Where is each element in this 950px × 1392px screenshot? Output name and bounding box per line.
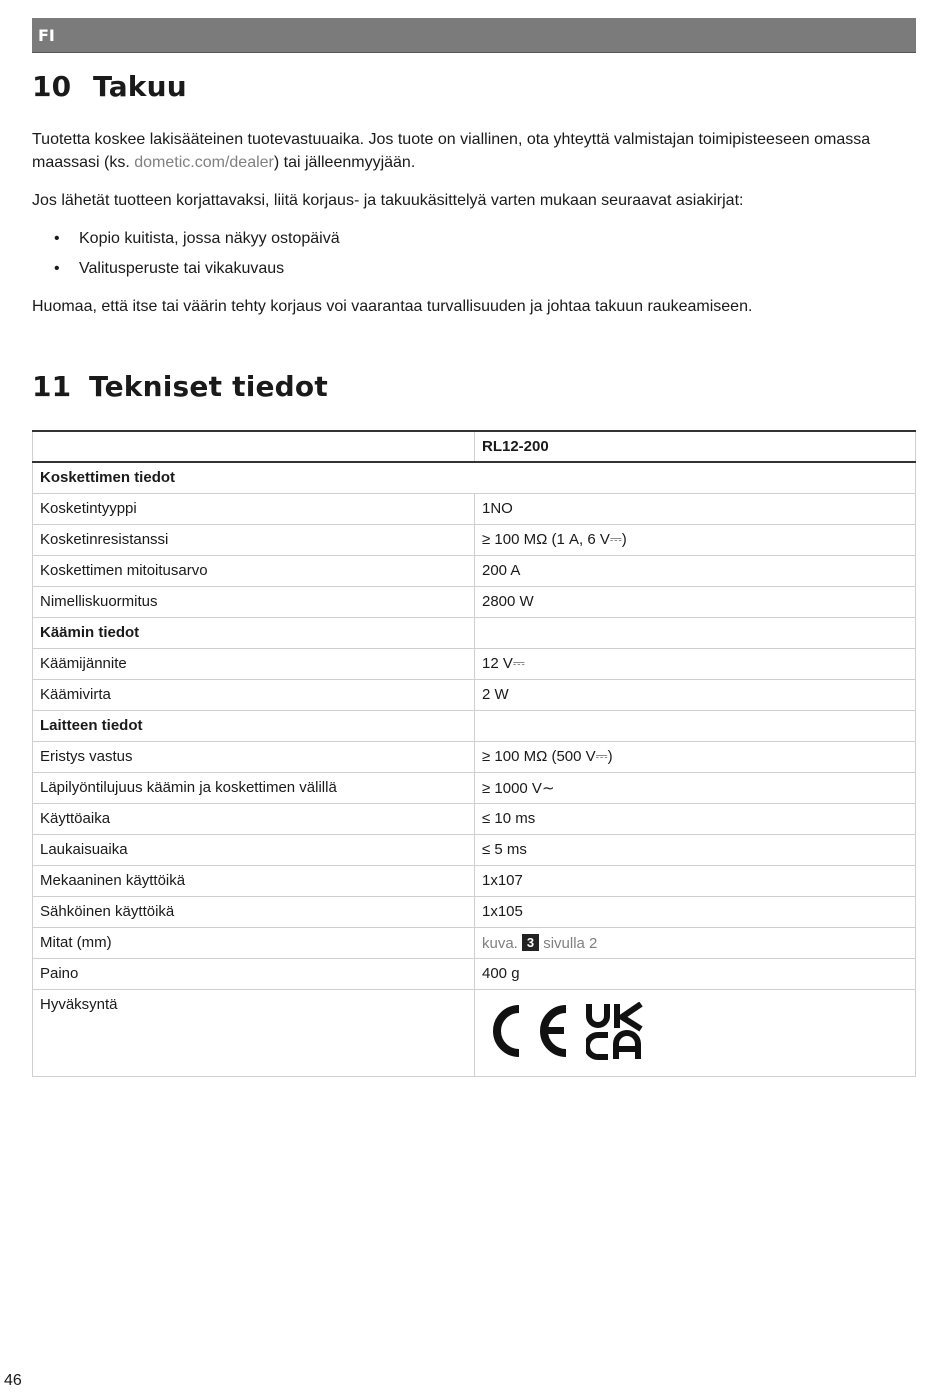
language-code: FI bbox=[38, 26, 55, 45]
table-row bbox=[33, 865, 916, 896]
section-heading-warranty bbox=[32, 70, 187, 103]
row-label: Sähköinen käyttöikä bbox=[33, 896, 475, 927]
table-row bbox=[33, 834, 916, 865]
row-value: 400 g bbox=[475, 958, 916, 989]
row-value: ≥ 100 MΩ (500 V⎓) bbox=[475, 741, 916, 772]
table-row bbox=[33, 958, 916, 989]
row-label: Kosketinresistanssi bbox=[33, 524, 475, 555]
table-header-model: RL12-200 bbox=[475, 431, 916, 462]
row-label: Hyväksyntä bbox=[33, 989, 475, 1076]
row-label: Käämivirta bbox=[33, 679, 475, 710]
table-row bbox=[33, 679, 916, 710]
row-value: 2800 W bbox=[475, 586, 916, 617]
row-value bbox=[475, 617, 916, 648]
row-value: 1NO bbox=[475, 493, 916, 524]
row-value: 200 A bbox=[475, 555, 916, 586]
row-label: Paino bbox=[33, 958, 475, 989]
section-title: Takuu bbox=[93, 70, 187, 103]
row-label: Käämijännite bbox=[33, 648, 475, 679]
row-label: Mitat (mm) bbox=[33, 927, 475, 958]
warranty-paragraph-1 bbox=[32, 128, 916, 174]
row-value: ≤ 5 ms bbox=[475, 834, 916, 865]
row-value: 12 V⎓ bbox=[475, 648, 916, 679]
row-label: Läpilyöntilujuus käämin ja koskettimen välillä bbox=[33, 772, 475, 803]
documents-list bbox=[32, 227, 916, 287]
section-label: Laitteen tiedot bbox=[33, 710, 475, 741]
row-value bbox=[475, 927, 916, 958]
dealer-link[interactable]: dometic.com/dealer bbox=[134, 154, 274, 171]
warranty-text-end: ) tai jälleenmyyjään. bbox=[273, 154, 416, 171]
row-value: ≤ 10 ms bbox=[475, 803, 916, 834]
table-row bbox=[33, 989, 916, 1076]
section-heading-tech bbox=[32, 370, 328, 403]
table-row bbox=[33, 896, 916, 927]
table-row bbox=[33, 927, 916, 958]
row-value: ≥ 100 MΩ (1 A, 6 V⎓) bbox=[475, 524, 916, 555]
figure-number-badge: 3 bbox=[522, 934, 539, 951]
row-value: 1x105 bbox=[475, 896, 916, 927]
row-label: Kosketintyyppi bbox=[33, 493, 475, 524]
row-value: 2 W bbox=[475, 679, 916, 710]
row-label: Eristys vastus bbox=[33, 741, 475, 772]
row-value: ≥ 1000 V∼ bbox=[475, 772, 916, 803]
table-row bbox=[33, 493, 916, 524]
table-row bbox=[33, 524, 916, 555]
section-label: Koskettimen tiedot bbox=[33, 462, 916, 493]
row-label: Mekaaninen käyttöikä bbox=[33, 865, 475, 896]
warranty-paragraph-2: Jos lähetät tuotteen korjattavaksi, liitä korjaus- ja takuukäsittelyä varten mukaan seuraavat asiakirjat: bbox=[32, 192, 744, 209]
figure-ref-page[interactable]: sivulla 2 bbox=[543, 934, 598, 952]
row-label: Laukaisuaika bbox=[33, 834, 475, 865]
warranty-text: Tuotetta koskee lakisääteinen tuotevastuuaika. Jos tuote on viallinen, ota yhteyttä valmistajan toimipisteeseen omassa maassasi (ks. bbox=[32, 131, 871, 171]
table-row bbox=[33, 772, 916, 803]
section-number: 10 bbox=[32, 70, 72, 103]
table-section-row bbox=[33, 617, 916, 648]
table-row bbox=[33, 586, 916, 617]
figure-ref-text[interactable]: kuva. bbox=[482, 934, 518, 952]
table-row bbox=[33, 555, 916, 586]
language-bar bbox=[32, 18, 916, 53]
section-label: Käämin tiedot bbox=[33, 617, 475, 648]
warranty-paragraph-3: Huomaa, että itse tai väärin tehty korjaus voi vaarantaa turvallisuuden ja johtaa takuun raukeamiseen. bbox=[32, 298, 753, 315]
table-section-row bbox=[33, 462, 916, 493]
table-header-row bbox=[33, 431, 916, 462]
spec-table bbox=[32, 430, 916, 1077]
ce-mark-icon bbox=[490, 1002, 572, 1060]
row-label: Nimelliskuormitus bbox=[33, 586, 475, 617]
row-value: 1x107 bbox=[475, 865, 916, 896]
list-item: • Valitusperuste tai vikakuvaus bbox=[32, 257, 916, 287]
section-number: 11 bbox=[32, 370, 72, 403]
list-item: • Kopio kuitista, jossa näkyy ostopäivä bbox=[32, 227, 916, 257]
table-row bbox=[33, 648, 916, 679]
row-label: Koskettimen mitoitusarvo bbox=[33, 555, 475, 586]
table-section-row bbox=[33, 710, 916, 741]
section-title: Tekniset tiedot bbox=[89, 370, 328, 403]
page-number: 46 bbox=[4, 1372, 22, 1389]
table-row bbox=[33, 803, 916, 834]
ukca-mark-icon bbox=[586, 1002, 644, 1060]
table-header-empty bbox=[33, 431, 475, 462]
approval-marks bbox=[475, 989, 916, 1076]
row-label: Käyttöaika bbox=[33, 803, 475, 834]
row-value bbox=[475, 710, 916, 741]
table-row bbox=[33, 741, 916, 772]
